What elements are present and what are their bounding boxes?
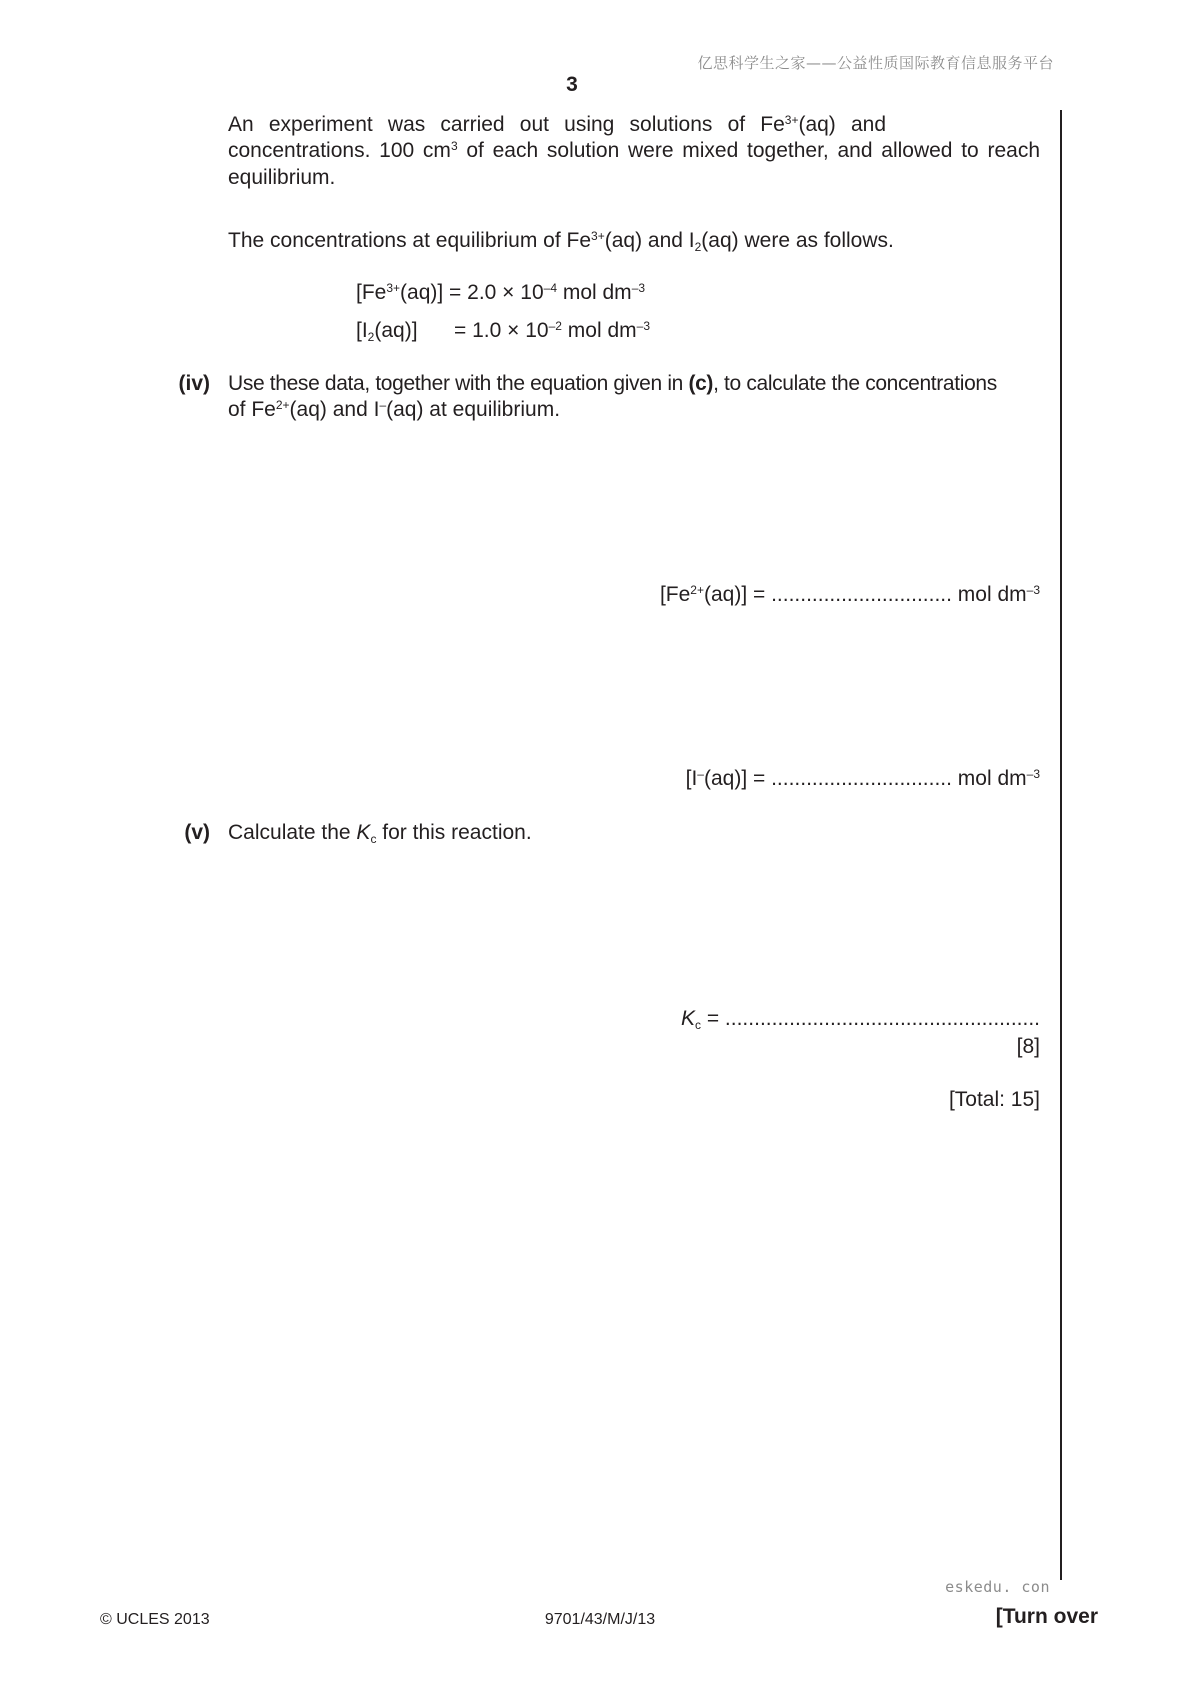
question-v-text: Calculate the $K_c$ for this reaction. [228,821,532,846]
intro-line-2: concentrations. 100 $cm^3$ of each solution were mixed together, and allowed to reach [228,139,1041,163]
intro-line-3: equilibrium. [228,165,336,189]
question-iv-label: (iv) [178,372,210,395]
fe3-concentration: $[Fe^{3+}(aq)] = 2.0 \times 10^{-4}$ mol $dm^{-3}$ [356,280,646,304]
intro-paragraph [228,112,1040,191]
intro-paragraph-2: The concentrations at equilibrium of $Fe^{3+}(aq)$ and $I_2(aq)$ were as follows. [228,228,894,254]
footer-watermark: eskedu. con [945,1578,1050,1596]
header-watermark: 亿思科学生之家——公益性质国际教育信息服务平台 [697,54,1054,72]
copyright: © UCLES 2013 [100,1611,210,1628]
turn-over-label: [Turn over [995,1605,1098,1628]
intro-line-1: An experiment was carried out using solutions of $Fe^{3+}(aq)$ and [228,112,887,136]
marks-label: [8] [1016,1035,1040,1058]
question-v-label: (v) [184,821,210,844]
page-number: 3 [566,73,578,96]
i2-concentration: $[I_2(aq)] = 1.0 \times 10^{-2}$ mol $dm^{-3}$ [356,318,650,344]
iodide-answer-line: [I–(aq)] = ............................... mol $dm^{-3}$ [685,766,1040,790]
kc-answer-line: $K_c$ = ...................................................... [680,1007,1040,1032]
total-marks-label: [Total: 15] [948,1088,1040,1111]
question-iv-text: Use these data, together with the equation given in (c), to calculate the concentrations of $Fe^{2+}(aq)$ and I–(aq) at equilibrium. [228,372,997,422]
fe2-answer-line: $[Fe^{2+}(aq)]$ = ............................... mol $dm^{-3}$ [659,582,1040,606]
paper-code: 9701/43/M/J/13 [544,1611,656,1628]
margin-line [1060,110,1062,1580]
